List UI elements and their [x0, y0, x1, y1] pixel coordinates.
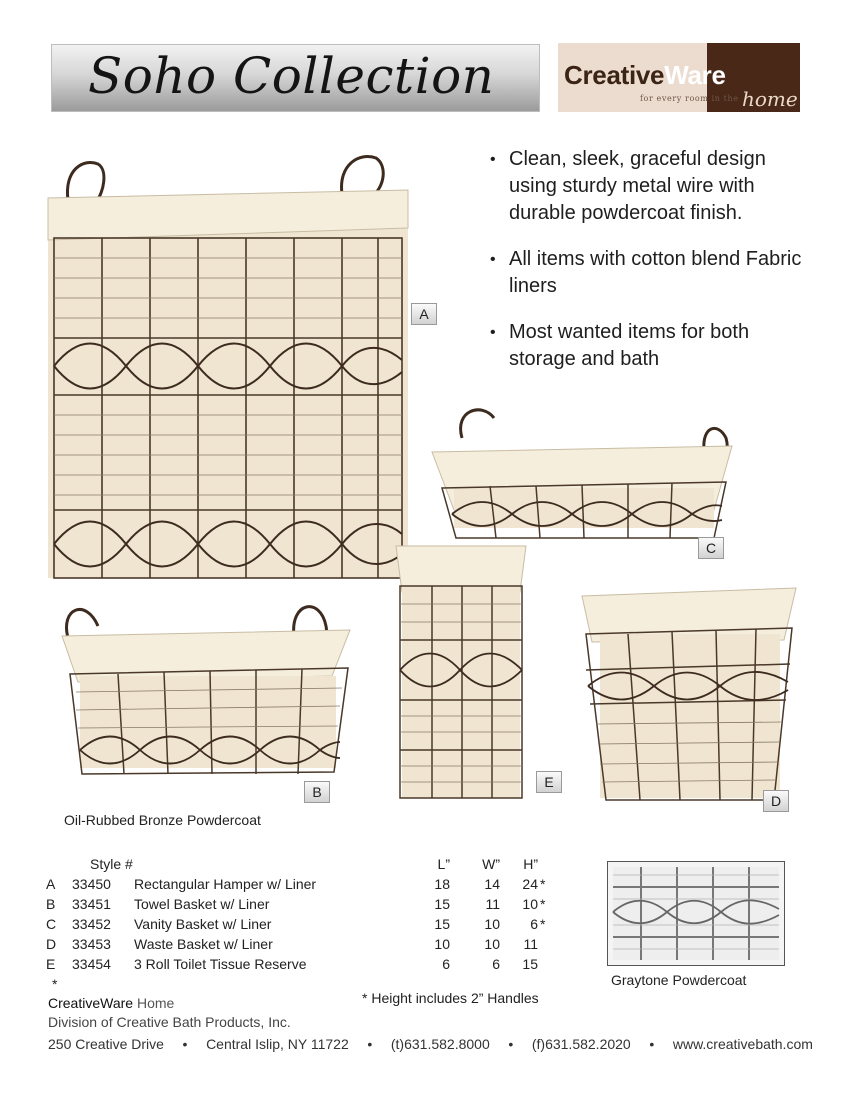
bronze-finish-label: Oil-Rubbed Bronze Powdercoat — [64, 812, 261, 828]
feature-bullet: • Most wanted items for both storage and bath — [490, 319, 810, 373]
style-number-header: Style # — [90, 856, 133, 872]
row-width: 6 — [492, 956, 500, 972]
row-handle-note — [538, 934, 552, 954]
row-style-number: 33453 — [72, 936, 111, 952]
row-handle-note: * — [540, 916, 546, 932]
company-name — [48, 995, 174, 1011]
row-handle-note: * — [540, 876, 546, 892]
table-row — [46, 894, 552, 914]
tissue-reserve-e-image — [392, 540, 528, 802]
row-handle-note — [538, 954, 552, 974]
height-header: H” — [523, 856, 538, 872]
company-name-rest: Home — [133, 995, 175, 1011]
row-description: Waste Basket w/ Liner — [134, 936, 273, 952]
logo-brand-light: Ware — [664, 60, 726, 90]
row-height: 6 — [530, 916, 538, 932]
row-style-number: 33454 — [72, 956, 111, 972]
footer-separator: • — [182, 1036, 188, 1052]
row-height: 11 — [523, 936, 538, 952]
hamper-a-image — [38, 150, 410, 600]
width-header: W” — [482, 856, 500, 872]
row-letter: A — [46, 876, 56, 892]
footer-address: 250 Creative Drive — [48, 1036, 164, 1052]
logo-brand-dark: Creative — [564, 60, 665, 90]
row-length: 15 — [434, 916, 450, 932]
row-height: 24 — [522, 876, 538, 892]
row-width: 10 — [484, 916, 500, 932]
row-length: 18 — [434, 876, 450, 892]
item-tag-c: C — [698, 537, 724, 559]
item-tag-a: A — [411, 303, 437, 325]
feature-bullet: • All items with cotton blend Fabric liners — [490, 246, 810, 300]
footnote-star: * — [52, 976, 58, 992]
item-tag-e: E — [536, 771, 562, 793]
row-length: 10 — [434, 936, 450, 952]
row-handle-note: * — [540, 896, 546, 912]
logo-home-word: home — [742, 87, 798, 111]
creativeware-logo — [558, 43, 800, 112]
row-letter: B — [46, 896, 56, 912]
row-description: Rectangular Hamper w/ Liner — [134, 876, 317, 892]
row-width: 10 — [484, 936, 500, 952]
footer-phone: (t)631.582.8000 — [390, 1036, 490, 1052]
footer-separator: • — [367, 1036, 373, 1052]
feature-bullet: • Clean, sleek, graceful design using sturdy metal wire with durable powdercoat finish. — [490, 146, 810, 227]
vanity-basket-c-image — [432, 402, 736, 552]
company-division: Division of Creative Bath Products, Inc. — [48, 1014, 291, 1030]
row-letter: C — [46, 916, 57, 932]
row-height: 10 — [522, 896, 538, 912]
logo-wordmark — [564, 60, 726, 91]
row-width: 14 — [484, 876, 500, 892]
table-row — [46, 954, 552, 974]
handles-footnote: * Height includes 2” Handles — [362, 990, 539, 1006]
table-row — [46, 914, 552, 934]
graytone-swatch — [607, 861, 785, 966]
company-name-bold: CreativeWare — [48, 995, 134, 1011]
feature-list — [490, 146, 810, 392]
footer-website: www.creativebath.com — [672, 1036, 813, 1052]
row-description: 3 Roll Toilet Tissue Reserve — [134, 956, 307, 972]
title-banner — [51, 44, 540, 112]
item-tag-d: D — [763, 790, 789, 812]
footer-separator: • — [649, 1036, 655, 1052]
table-header-row — [46, 854, 552, 874]
table-row — [46, 874, 552, 894]
row-width: 11 — [485, 896, 500, 912]
row-style-number: 33450 — [72, 876, 111, 892]
row-description: Vanity Basket w/ Liner — [134, 916, 272, 932]
footer-city: Central Islip, NY 11722 — [206, 1036, 349, 1052]
waste-basket-d-image — [576, 578, 802, 808]
page-title: Soho Collection — [88, 47, 495, 105]
row-style-number: 33451 — [72, 896, 111, 912]
row-length: 15 — [434, 896, 450, 912]
towel-basket-b-image — [56, 592, 356, 788]
row-letter: E — [46, 956, 56, 972]
row-height: 15 — [522, 956, 538, 972]
row-letter: D — [46, 936, 57, 952]
graytone-finish-label: Graytone Powdercoat — [611, 972, 747, 988]
style-table — [46, 854, 552, 974]
row-style-number: 33452 — [72, 916, 111, 932]
table-row — [46, 934, 552, 954]
logo-tagline: for every room in the — [640, 94, 739, 103]
length-header: L” — [437, 856, 450, 872]
row-length: 6 — [442, 956, 450, 972]
contact-footer — [48, 1036, 813, 1052]
item-tag-b: B — [304, 781, 330, 803]
footer-fax: (f)631.582.2020 — [531, 1036, 631, 1052]
footer-separator: • — [508, 1036, 514, 1052]
row-description: Towel Basket w/ Liner — [134, 896, 270, 912]
